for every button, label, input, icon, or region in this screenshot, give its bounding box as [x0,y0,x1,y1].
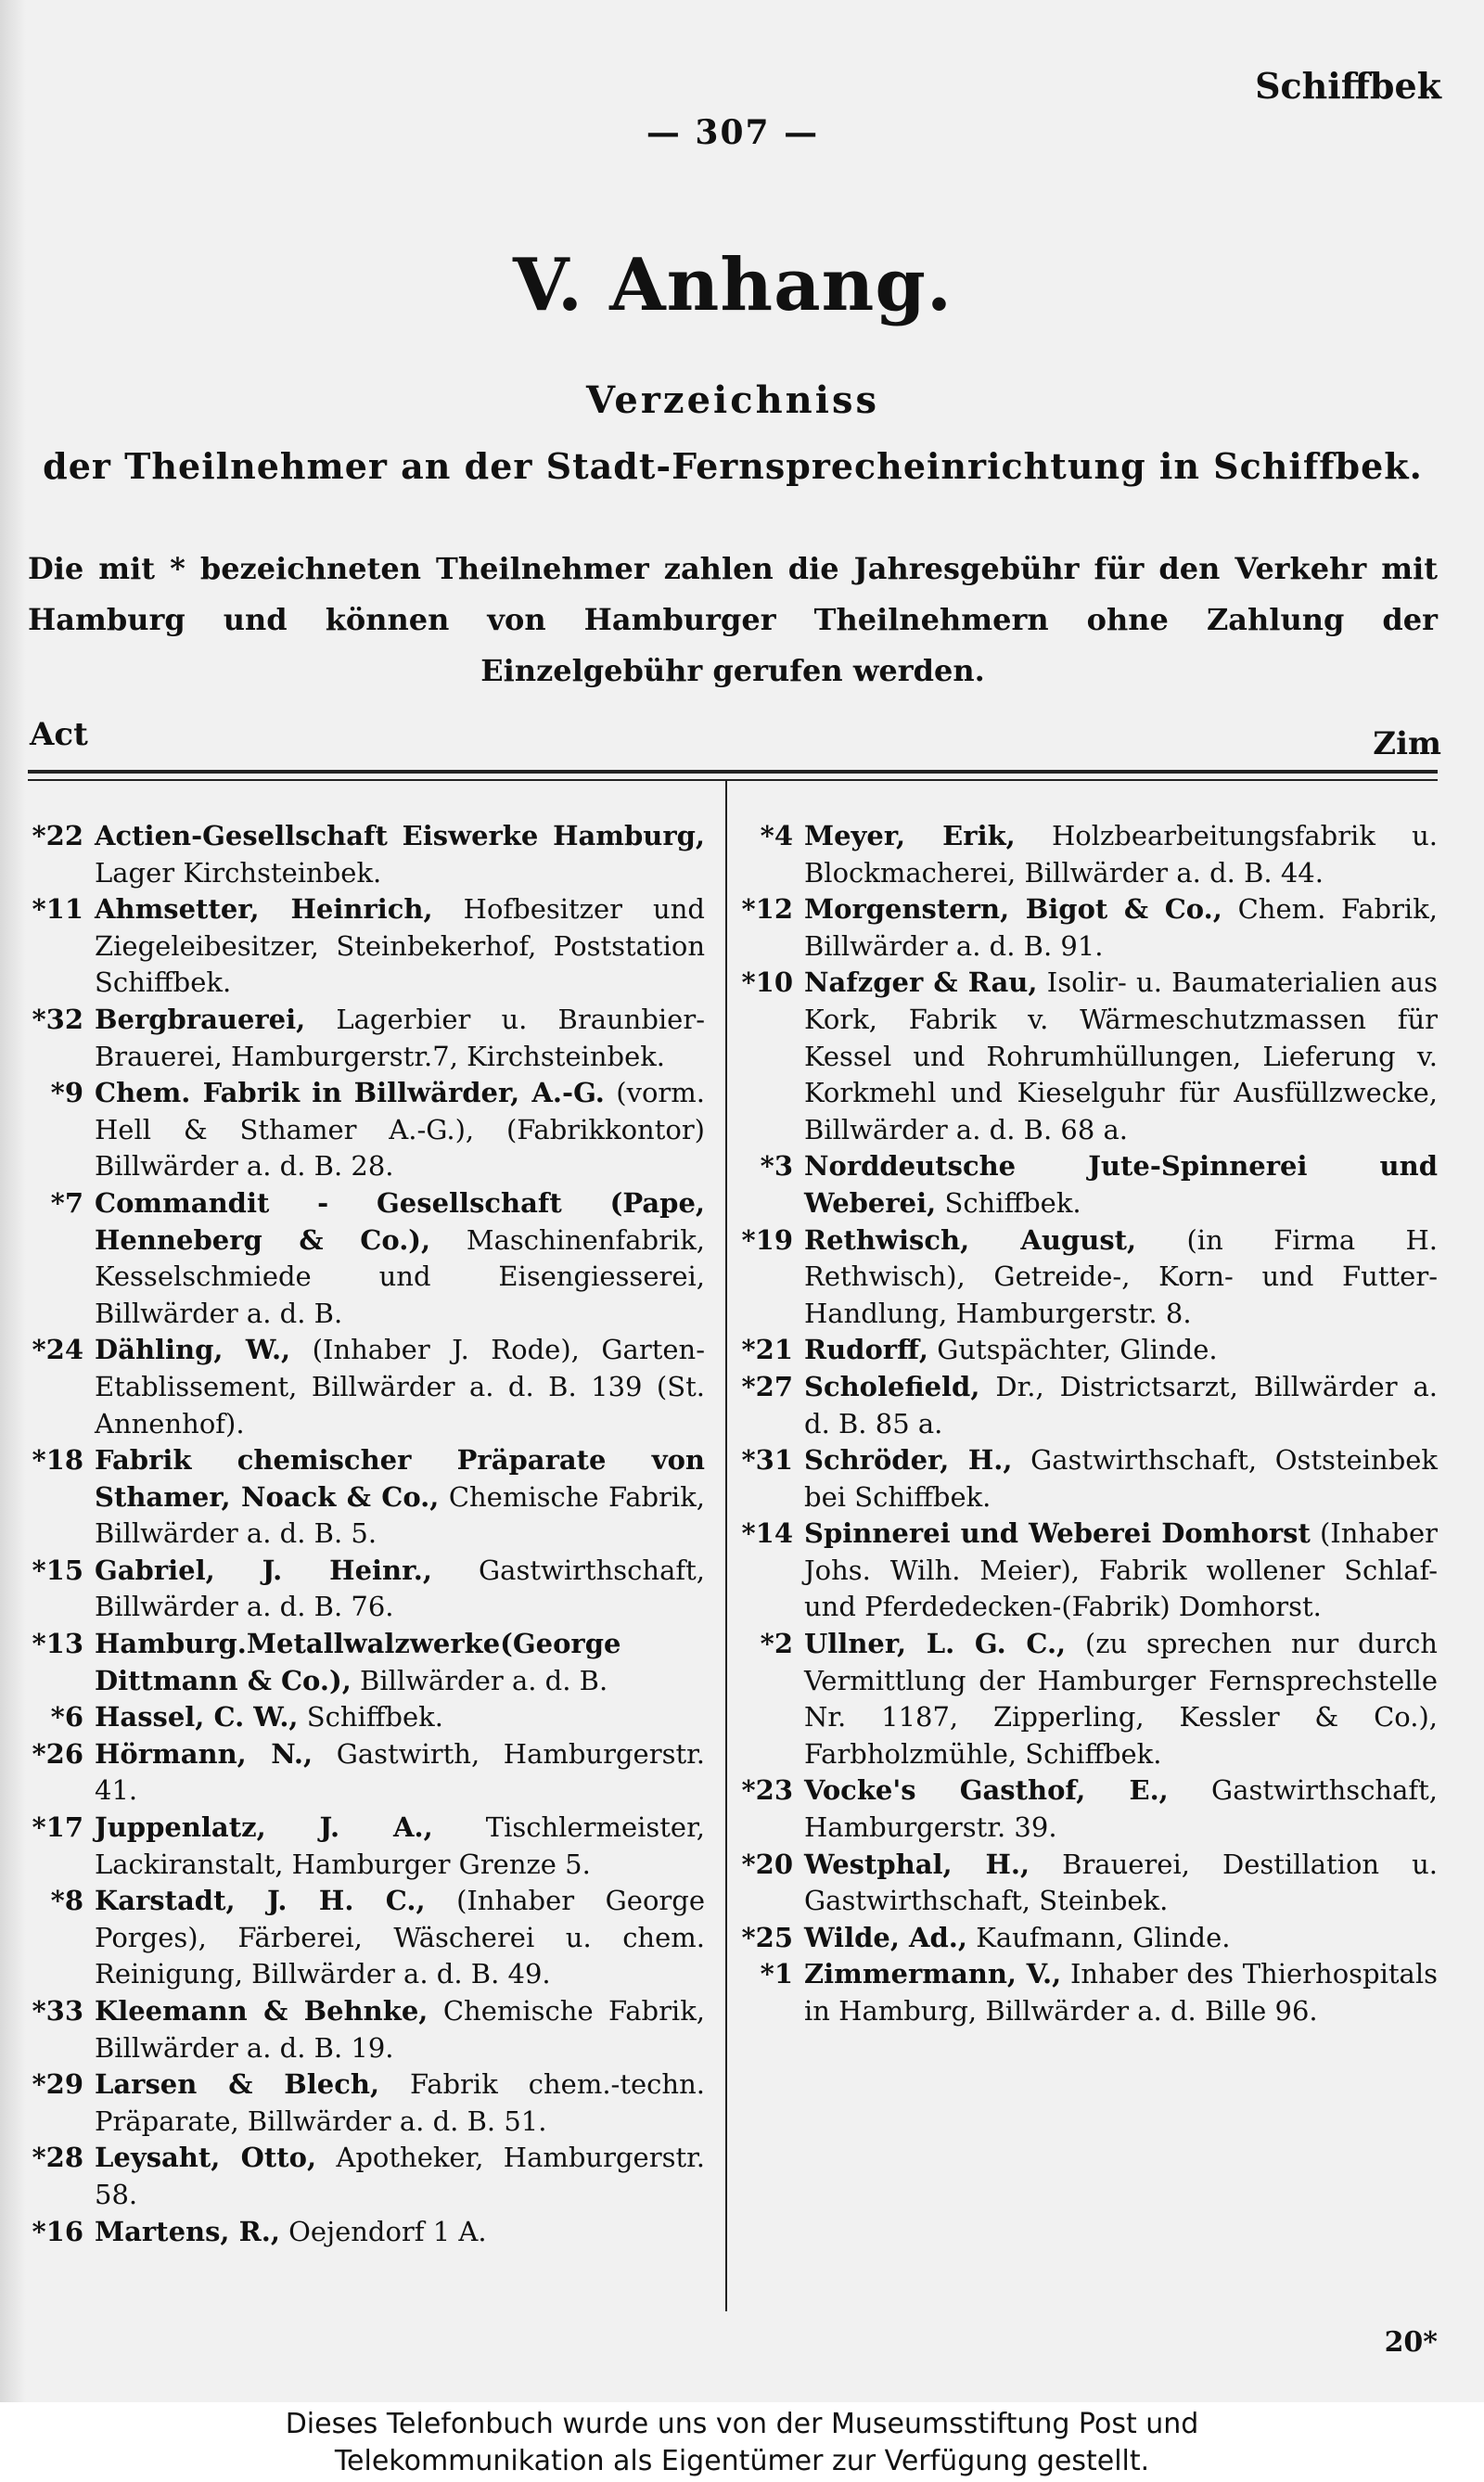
directory-entry [737,1772,1438,1846]
entry-text [95,1810,705,1883]
entry-name: Meyer, Erik, [804,820,1016,851]
directory-entry [28,1699,705,1736]
entry-text [804,1332,1438,1369]
entry-name: Zimmermann, V., [804,1958,1062,1990]
entry-text [804,1442,1438,1516]
entry-number: *17 [32,1811,83,1844]
entry-text [95,1736,705,1810]
entry-text [95,891,705,1002]
entry-name: Nafzger & Rau, [804,966,1038,999]
directory-entry [737,1516,1438,1626]
entry-details: Chemische Fabrik, Billwärder a. d. B. 5. [95,1480,705,1550]
entry-details: (in Firma H. Rethwisch), Getreide-, Korn- und Futter-Handlung, Hamburgerstr. 8. [804,1223,1438,1329]
entry-name: Fabrik chemischer Präparate von Sthamer, Noack & Co., [95,1444,705,1513]
entry-number: *26 [32,1737,83,1770]
subtitle-description: der Theilnehmer an der Stadt-Fernsprecheinrichtung in Schiffbek. [43,445,1423,487]
entry-details: Lagerbier u. Braunbier-Brauerei, Hamburgerstr.7, Kirchsteinbek. [95,1003,705,1072]
entry-details: Kaufmann, Glinde. [966,1921,1231,1953]
entry-details: (Inhaber George Porges), Färberei, Wäscherei u. chem. Reinigung, Billwärder a. d. B. 49. [95,1885,705,1990]
directory-entry [28,1442,705,1553]
header-rule-thin [28,779,1438,781]
entry-details: Oejendorf 1 A. [279,2215,487,2247]
entry-number: *15 [32,1554,83,1586]
entry-name: Juppenlatz, J. A., [95,1811,433,1844]
directory-entry [28,1810,705,1883]
entry-name: Hassel, C. W., [95,1701,299,1734]
entry-name: Bergbrauerei, [95,1003,306,1035]
entry-number: *12 [741,893,793,926]
entry-name: Larsen & Blech, [95,2068,380,2101]
entry-name: Wilde, Ad., [804,1921,967,1953]
entry-number: *6 [50,1701,83,1734]
subtitle: Verzeichniss [586,378,879,422]
entry-name: Rudorff, [804,1334,928,1366]
entry-details: Gastwirthschaft, Billwärder a. d. B. 76. [95,1554,705,1623]
entry-name: Gabriel, J. Heinr., [95,1554,432,1586]
entry-details: Inhaber des Thierhospitals in Hamburg, Billwärder a. d. Bille 96. [804,1958,1438,2027]
entry-name: Spinnerei und Weberei Domhorst [804,1517,1311,1550]
directory-entry [28,1185,705,1332]
directory-entry [737,891,1438,965]
directory-entry [28,1883,705,1993]
entry-text [95,1553,705,1626]
entry-number: *28 [32,2142,83,2174]
entry-number: *27 [741,1370,793,1402]
entry-details: Gastwirthschaft, Oststeinbek bei Schiffbek. [804,1444,1438,1513]
entry-name: Ullner, L. G. C., [804,1628,1067,1660]
entry-text [804,818,1438,891]
column-divider [725,781,727,2311]
entry-number: *2 [760,1628,793,1660]
entry-details: Schiffbek. [936,1186,1081,1219]
signature-mark: 20* [1384,2326,1438,2359]
entry-number: *16 [32,2215,83,2247]
entry-name: Westphal, H., [804,1848,1030,1880]
entry-details: Tischlermeister, Lackiranstalt, Hamburger Grenze 5. [95,1811,705,1880]
entry-text [804,1222,1438,1333]
footer-caption [0,2402,1484,2482]
entry-number: *22 [32,820,83,851]
entry-number: *8 [50,1885,83,1917]
entry-text [95,818,705,891]
entry-details: Gutspächter, Glinde. [928,1334,1218,1366]
entry-text [95,2140,705,2213]
entry-text [95,1075,705,1185]
right-column-heading: Zim [1373,725,1441,762]
entry-number: *21 [741,1334,793,1366]
directory-entry [28,1993,705,2066]
entry-details: Brauerei, Destillation u. Gastwirthschaft, Steinbek. [804,1848,1438,1917]
entry-details: Isolir- u. Baumaterialien aus Kork, Fabrik v. Wärmeschutzmassen für Kessel und Rohrumhüllungen, Lieferung v. Korkmehl und Kieselguhr für Ausfüllzwecke, Billwärder a. d. B. 68 a. [804,966,1438,1145]
entry-number: *14 [741,1517,793,1550]
entry-number: *23 [741,1774,793,1807]
entry-number: *20 [741,1848,793,1880]
directory-entry [28,1332,705,1442]
entry-number: *13 [32,1628,83,1660]
caption-line-2: Telekommunikation als Eigentümer zur Verfügung gestellt. [334,2445,1150,2477]
entry-text [804,1847,1438,1920]
entry-details: Gastwirthschaft, Hamburgerstr. 39. [804,1774,1439,1844]
entry-details: Holzbearbeitungsfabrik u. Blockmacherei, Billwärder a. d. B. 44. [804,820,1438,889]
entry-details: Maschinenfabrik, Kesselschmiede und Eisengiesserei, Billwärder a. d. B. [95,1223,705,1329]
entry-number: *11 [32,893,83,926]
entry-text [804,1920,1438,1957]
entry-number: *19 [741,1223,793,1256]
entry-text [95,1993,705,2066]
entry-name: Schröder, H., [804,1444,1013,1477]
entry-name: Ahmsetter, Heinrich, [95,893,433,926]
entry-name: Commandit - Gesellschaft (Pape, Henneberg & Co.), [95,1186,705,1256]
entry-text [95,1442,705,1553]
entry-details: Chem. Fabrik, Billwärder a. d. B. 91. [804,893,1438,962]
entry-name: Vocke's Gasthof, E., [804,1774,1169,1807]
entry-details: Hofbesitzer und Ziegeleibesitzer, Steinbekerhof, Poststation Schiffbek. [95,893,705,999]
directory-entry [28,2066,705,2140]
entry-details: Lager Kirchsteinbek. [95,856,382,889]
entry-details: Fabrik chem.-techn. Präparate, Billwärder a. d. B. 51. [95,2068,705,2137]
entry-number: *9 [50,1077,83,1109]
directory-entry [28,818,705,891]
entry-number: *18 [32,1444,83,1477]
entry-number: *1 [760,1958,793,1990]
entry-text [804,1956,1438,2029]
left-entry-column [28,818,705,2250]
directory-entry [737,818,1438,891]
entry-number: *10 [741,966,793,999]
entry-text [95,1002,705,1075]
directory-entry [28,1002,705,1075]
entry-details: (Inhaber J. Rode), Garten-Etablissement, Billwärder a. d. B. 139 (St. Annenhof). [95,1334,705,1439]
entry-text [804,1516,1438,1626]
entry-details: Schiffbek. [298,1701,443,1734]
page-number: — 307 — [646,113,820,152]
entry-text [804,1772,1438,1846]
directory-entry [737,1148,1438,1222]
directory-entry [28,1626,705,1699]
entry-name: Dähling, W., [95,1334,291,1366]
entry-name: Scholefield, [804,1370,980,1402]
header-rule-thick [28,770,1438,774]
entry-number: *24 [32,1334,83,1366]
entry-name: Rethwisch, August, [804,1223,1137,1256]
page-edge-shadow [0,0,26,2402]
entry-name: Martens, R., [95,2215,280,2247]
entry-details: (Inhaber Johs. Wilh. Meier), Fabrik wollener Schlaf- und Pferdedecken-(Fabrik) Domhorst. [804,1517,1438,1623]
entry-details: (zu sprechen nur durch Vermittlung der Hamburger Fernsprechstelle Nr. 1187, Zipperling, Kessler & Co.), Farbholzmühle, Schiffbek. [804,1628,1438,1770]
entry-number: *31 [741,1444,793,1477]
entry-text [95,1332,705,1442]
entry-text [95,2214,705,2251]
entry-details: Apotheker, Hamburgerstr. 58. [95,2142,705,2210]
entry-text [804,891,1438,965]
running-header: Schiffbek [1255,65,1441,107]
directory-entry [28,2140,705,2213]
entry-text [804,1148,1438,1222]
directory-entry [737,1369,1438,1442]
entry-text [95,1883,705,1993]
directory-entry [737,1332,1438,1369]
left-column-heading: Act [30,716,88,753]
directory-entry [737,1920,1438,1957]
entry-details: (vorm. Hell & Sthamer A.-G.), (Fabrikkontor) Billwärder a. d. B. 28. [95,1077,705,1183]
entry-name: Hörmann, N., [95,1737,313,1770]
directory-entry [28,891,705,1002]
directory-entry [737,1222,1438,1333]
directory-entry [737,1847,1438,1920]
entry-number: *25 [741,1921,793,1953]
entry-details: Gastwirth, Hamburgerstr. 41. [95,1737,705,1807]
directory-entry [28,1553,705,1626]
entry-text [95,1626,705,1699]
entry-name: Hamburg.Metallwalzwerke(George Dittmann & Co.), [95,1628,621,1696]
entry-name: Kleemann & Behnke, [95,1995,429,2027]
entry-details: Chemische Fabrik, Billwärder a. d. B. 19. [95,1995,705,2064]
entry-number: *3 [760,1150,793,1183]
entry-name: Norddeutsche Jute-Spinnerei und Weberei, [804,1150,1438,1219]
entry-number: *7 [50,1186,83,1219]
intro-paragraph: Die mit * bezeichneten Theilnehmer zahlen die Jahresgebühr für den Verkehr mit Hamburg und können von Hamburger Theilnehmern ohne Zahlung der Einzelgebühr gerufen werden. [28,551,1438,688]
caption-line-1: Dieses Telefonbuch wurde uns von der Museumsstiftung Post und [285,2408,1199,2440]
entry-text [95,1699,705,1736]
entry-name: Karstadt, J. H. C., [95,1885,426,1917]
entry-text [804,1626,1438,1772]
entry-name: Actien-Gesellschaft Eiswerke Hamburg, [95,820,705,851]
entry-details: Dr., Districtsarzt, Billwärder a. d. B. 85 a. [804,1370,1438,1439]
entry-text [804,1369,1438,1442]
directory-entry [737,965,1438,1148]
entry-number: *29 [32,2068,83,2101]
entry-name: Morgenstern, Bigot & Co., [804,893,1222,926]
directory-entry [737,1626,1438,1772]
directory-entry [737,1442,1438,1516]
entry-name: Leysaht, Otto, [95,2142,317,2174]
page-title: V. Anhang. [512,243,953,327]
entry-number: *4 [760,820,793,851]
entry-number: *33 [32,1995,83,2027]
entry-text [804,965,1438,1148]
entry-text [95,2066,705,2140]
entry-details: Billwärder a. d. B. [351,1664,608,1696]
entry-name: Chem. Fabrik in Billwärder, A.-G. [95,1077,605,1109]
directory-entry [28,2214,705,2251]
entry-number: *32 [32,1003,83,1035]
directory-entry [28,1736,705,1810]
entry-text [95,1185,705,1332]
directory-entry [28,1075,705,1185]
right-entry-column [737,818,1438,2030]
directory-page [28,0,1441,2402]
directory-entry [737,1956,1438,2029]
